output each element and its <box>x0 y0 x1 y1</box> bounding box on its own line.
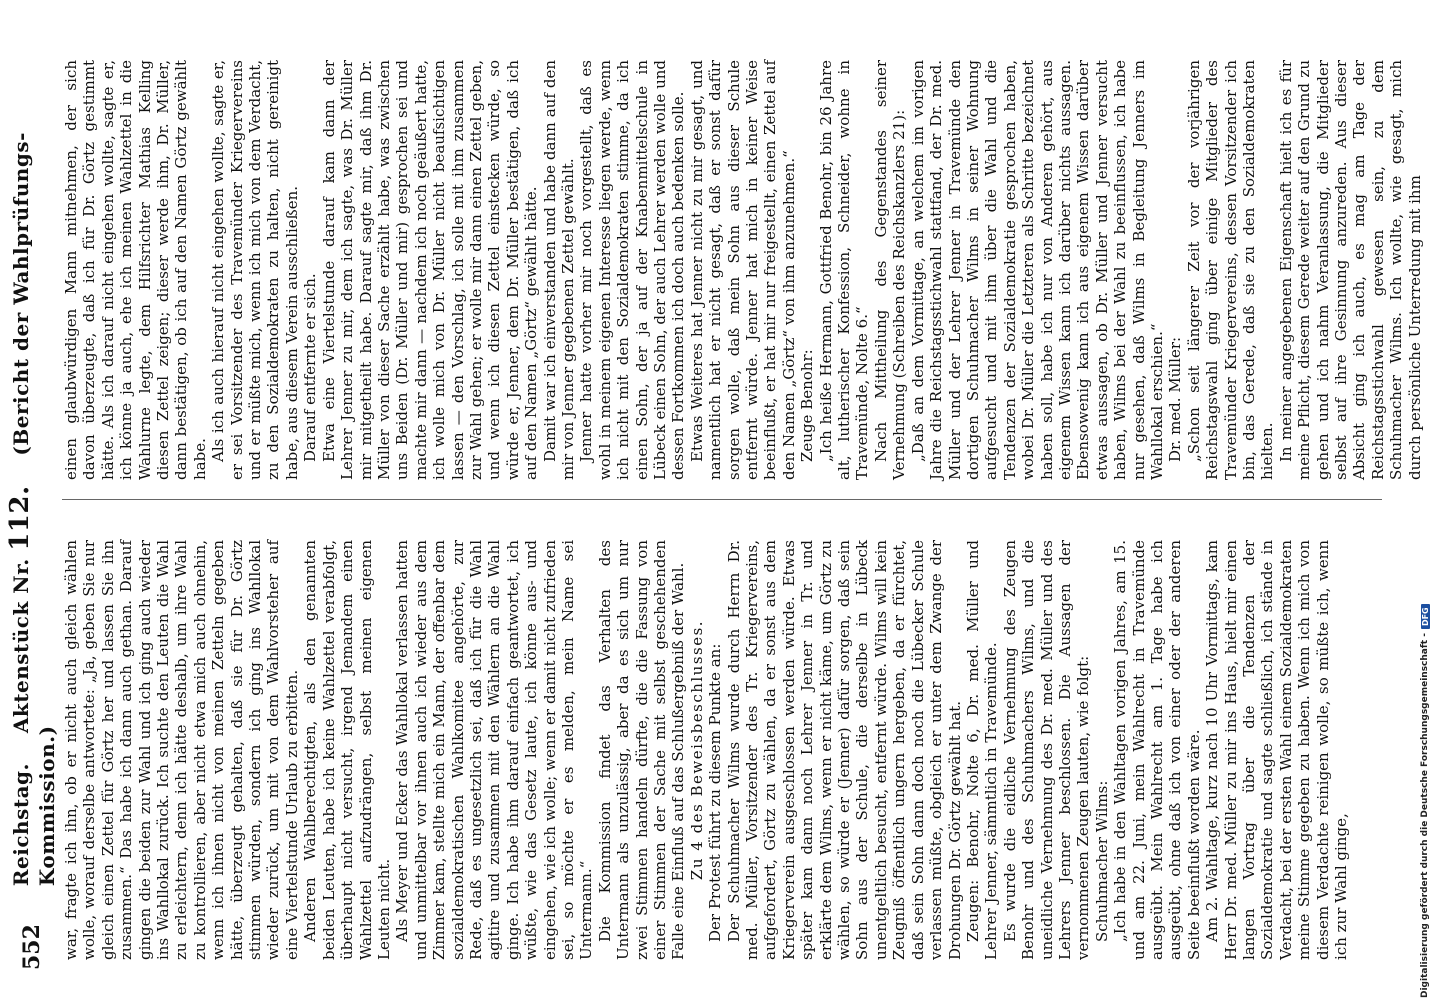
paragraph: Nach Mittheilung des Gegenstandes seiner Vernehmung (Schreiben des Reichskanzlers 21): <box>871 60 909 480</box>
digitization-watermark <box>1418 0 1432 1000</box>
column-divider <box>62 499 1382 500</box>
paragraph: Jenner hatte vorher mir noch vorgestellt, daß es wohl in meinem eigenen Interesse liegen werde, wenn ich nicht mit den Sozialdemokraten stimme, da ich einen Sohn, der ja auf der Knabenmittelschule in Lübeck einen Sohn, der auch Lehrer werden wolle und dessen Fortkommen ich doch auch bedenken solle. <box>577 60 688 480</box>
paragraph: „Schon seit längerer Zeit vor der vorjährigen Reichstagswahl ging über einige Mitglieder des Travemünder Kriegervereins, dessen Vorsitzender ich bin, das Gerede, daß sie zu den Sozialdemokraten hielten. <box>1184 60 1277 480</box>
paragraph: Etwa eine Viertelstunde darauf kam dann der Lehrer Jenner zu mir, dem ich sagte, was Dr. Müller mir mitgetheilt habe. Darauf sagte mir, daß ihm Dr. Müller von dieser Sache erzählt habe, was zwischen uns Beiden (Dr. Müller und mir) gesprochen sei und machte mir dann — nachdem ich noch geäußert hatte, ich wolle mich von Dr. Müller nicht beaufsichtigen lassen — den Vorschlag, ich solle mit ihm zusammen zur Wahl gehen; er wolle mir dann einen Zettel geben, und wenn ich diesen Zettel einstecken würde, so würde er, Jenner, dem Dr. Müller bestätigen, daß ich auf den Namen „Görtz“ gewählt hätte. <box>319 60 541 480</box>
running-head-body: Reichstag. <box>9 762 33 887</box>
paragraph: „Ich heiße Hermann, Gottfried Benohr, bin 26 Jahre alt, lutherischer Konfession, Schneider, wohne in Travemünde, Nolte 6.“ <box>816 60 872 480</box>
paragraph: Schuhmacher Wilms: <box>1092 780 1111 942</box>
section-heading: Zu 4 des Beweisbeschlusses. <box>687 619 706 881</box>
paragraph: Als Meyer und Ecker das Wahllokal verlassen hatten und unmittelbar vor ihnen auch ich wieder aus dem Zimmer kam, stellte mich ein Mann, der offenbar dem sozialdemokratischen Wahlkomitee angehörte, zur Rede, daß es ungesetzlich sei, daß ich für die Wahl agitire und zusammen mit den Wählern an die Wahl ginge. Ich habe ihm darauf einfach geantwortet, ich wüßte, wie das Gesetz laute, ich könne aus- und eingehen, wie ich wolle; wenn er damit nicht zufrieden sei, so möchte er es melden, mein Name sei Untermann.“ <box>393 540 596 960</box>
page-number: 552 <box>19 924 45 970</box>
paragraph: Die Kommission findet das Verhalten des Untermann als unzulässig, aber da es sich um nur zwei Stimmen handeln dürfte, die die Fassung von einer Stimmen der Sache mit selbst geschehenden Falle eine Einfluß auf das Schlußergebniß der Wahl. <box>595 540 688 960</box>
paragraph: Es wurde die eidliche Vernehmung des Zeugen Benohr und des Schuhmachers Wilms, und die uneidliche Vernehmung des Dr. med. Müller und des Lehrers Jenner beschlossen. Die Aussagen der vernommenen Zeugen lauten, wie folgt: <box>1000 540 1093 960</box>
running-head <box>5 30 59 886</box>
paragraph: Etwas Weiteres hat Jenner nicht zu mir gesagt, und namentlich hat er nicht gesagt, daß er sonst dafür sorgen wolle, daß mein Sohn aus dieser Schule entfernt würde. Jenner hat mich in keiner Weise beeinflußt, er hat mir nur freigestellt, einen Zettel auf den Namen „Görtz“ von ihm anzunehmen.“ <box>687 60 798 480</box>
paragraph: „Daß an dem Vormittage, an welchem im vorigen Jahre die Reichstagsstichwahl stattfand, der Dr. med. Müller und der Lehrer Jenner in Travemünde den dortigen Schuhmacher Wilms in seiner Wohnung aufgesucht und mit ihm über die Wahl und die Tendenzen der Sozialdemokratie gesprochen haben, wobei Dr. Müller die Letzteren als Schritte bezeichnet haben soll, habe ich nur von Anderen gehört, aus eigenem Wissen kann ich darüber nichts aussagen. Ebensowenig kann ich aus eigenem Wissen darüber etwas aussagen, ob Dr. Müller und Jenner versucht haben, Wilms bei der Wahl zu beeinflussen, ich habe nur gesehen, daß Wilms in Begleitung Jenners im Wahllokal erschien.“ <box>908 60 1166 480</box>
dfg-logo: DFG <box>1421 604 1430 629</box>
paragraph: „Ich habe in den Wahltagen vorigen Jahres, am 15. und am 22. Juni, mein Wahlrecht in Travemünde ausgeübt. Mein Wahlrecht am 1. Tage habe ich ausgeübt, ohne daß ich von einer oder der anderen Seite beeinflußt worden wäre. <box>1111 540 1203 960</box>
running-head-report-title: (Bericht der Wahlprüfungs-Kommission.) <box>9 132 59 887</box>
text-column-left <box>62 540 1392 960</box>
paragraph: Zeuge Benohr: <box>798 349 817 462</box>
paragraph: Als ich auch hierauf nicht eingehen wollte, sagte er, er sei Vorsitzender des Travemünder Kriegervereins und er müßte mich, wenn ich mich von dem Verdacht, zu den Sozialdemokraten zu halten, nicht gereinigt habe, aus diesem Verein ausschließen. <box>209 60 301 480</box>
paragraph: Der Protest führt zu diesem Punkte an: <box>706 643 725 942</box>
paragraph: war, fragte ich ihn, ob er nicht auch gleich wählen wolle, worauf derselbe antwortete: „Ja, geben Sie nur gleich einen Zettel für Görtz her und lassen Sie ihn zusammen.“ Das habe ich dann auch gethan. Darauf gingen die beiden zur Wahl und ich ging auch wieder ins Wahllokal zurück. Ich suchte den Leuten die Wahl zu erleichtern, denn ich hätte deshalb, um ihre Wahl zu kontrollieren, aber nicht etwa mich auch ohnehin, wenn ich ihnen nicht von meinen Zetteln gegeben hätte, überzeugt gehalten, daß sie für Dr. Görtz stimmen würden, sondern ich ging ins Wahllokal wieder zurück, um mit von dem Wahlvorsteher auf eine Viertelstunde Urlaub zu erbitten. <box>62 540 301 960</box>
paragraph: Am 2. Wahltage, kurz nach 10 Uhr Vormittags, kam Herr Dr. med. Müller zu mir ins Haus, hielt mir einen langen Vortrag über die Tendenzen der Sozialdemokratie und sagte schließlich, ich stände in Verdacht, bei der ersten Wahl einem Sozialdemokraten meine Stimme gegeben zu haben. Wenn ich mich von diesem Verdachte reinigen wolle, so müßte ich, wenn ich zur Wahl ginge, <box>1203 540 1351 960</box>
running-head-doc-number: 112. <box>5 485 35 551</box>
paragraph: In meiner angegebenen Eigenschaft hielt ich es für meine Pflicht, diesem Gerede weiter auf den Grund zu gehen und ich nahm Veranlassung, die Mitglieder selbst auf ihre Gesinnung anzureden. Aus dieser Absicht ging ich auch, es mag am Tage der Reichstagsstichwahl gewesen sein, zu dem Schuhmacher Wilms. Ich wollte, wie gesagt, mich durch persönliche Unterredung mit ihm <box>1276 60 1424 480</box>
paragraph: einen glaubwürdigen Mann mitnehmen, der sich davon überzeugte, daß ich für Dr. Görtz gestimmt hätte. Als ich darauf nicht eingehen wollte, sagte er, ich könne ja auch, ehe ich meinen Wahlzettel in die Wahlurne legte, dem Hilfsrichter Mathias Kelling diesen Zettel zeigen; dieser werde ihm, Dr. Müller, dann bestätigen, ob ich auf den Namen Görtz gewählt habe. <box>62 60 209 480</box>
paragraph: Zeugen: Benohr, Nolte 6, Dr. med. Müller und Lehrer Jenner, sämmtlich in Travemünde. <box>963 540 1001 960</box>
page-header <box>4 30 60 970</box>
paragraph: Anderen Wahlberechtigten, als den genannten beiden Leuten, habe ich keine Wahlzettel verabfolgt, überhaupt nicht versucht, irgend Jemandem einen Wahlzettel aufzudrängen, selbst meinen eigenen Leuten nicht. <box>301 540 393 960</box>
running-head-doc-label: Aktenstück Nr. <box>9 558 33 734</box>
paragraph: Dr. med. Müller: <box>1166 336 1185 462</box>
paragraph: Damit war ich einverstanden und habe dann auf den mir von Jenner gegebenen Zettel gewählt. <box>540 60 577 480</box>
watermark-text: Digitalisierung gefördert durch die Deutsche Forschungsgemeinschaft - <box>1420 633 1430 998</box>
paragraph: Darauf entfernte er sich. <box>301 273 320 462</box>
text-column-right <box>62 60 1424 480</box>
paragraph: Der Schuhmacher Wilms wurde durch Herrn Dr. med. Müller, Vorsitzender des Tr. Kriegervereins, aufgefordert, Görtz zu wählen, da er sonst aus dem Kriegerverein ausgeschlossen werden würde. Etwas später kam dann noch Lehrer Jenner in Tr. und erklärte dem Wilms, wenn er nicht käme, um Görtz zu wählen, so würde er (Jenner) dafür sorgen, daß sein Sohn aus der Schule, die derselbe in Lübeck unentgeltlich besucht, entfernt würde. Wilms will kein Zeugniß öffentlich ungern hergeben, da er fürchtet, daß sein Sohn dann doch noch die Lübecker Schule verlassen müßte, obgleich er unter dem Zwange der Drohungen Dr. Görtz gewählt hat. <box>724 540 964 960</box>
